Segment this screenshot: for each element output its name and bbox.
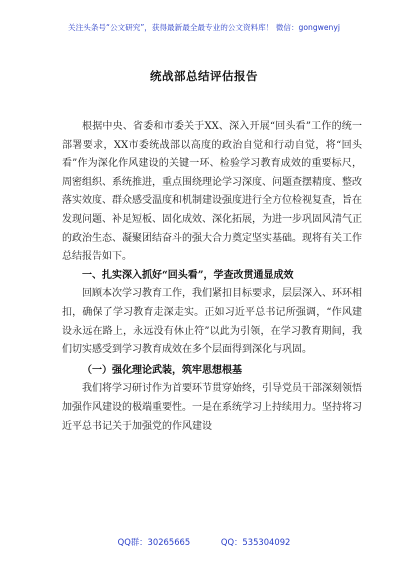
footer-contact — [0, 536, 408, 548]
section-heading: 一、扎实深入抓好“回头看”，学查改贯通显成效 — [82, 269, 294, 281]
subsection-heading: （一）强化理论武装，筑牢思想根基 — [82, 364, 242, 376]
document-body — [62, 118, 362, 436]
header-banner: 关注头条号“公文研究”，获得最新最全最专业的公文资料库！ 微信：gongwenyj — [68, 23, 340, 32]
intro-paragraph: 根据中央、省委和市委关于XX、深入开展“回头看”工作的统一部署要求，XX市委统战部以高度的政治自觉和行动自觉，将“回头看”作为深化作风建设的关键一环、检验学习教育成效的重要标尺，周密组织、系统推进，重点围绕理论学习深度、问题查摆精度、整改落实效度、群众感受温度和机制建设强度进行全方位检视复查，旨在发现问题、补足短板、固化成效、深化拓展，为进一步巩固风清气正的政治生态、凝聚团结奋斗的强大合力奠定坚实基础。现将有关工作总结报告如下。 — [62, 121, 362, 263]
footer-qq-group: QQ群：30265665 — [117, 537, 191, 547]
footer-qq: QQ：535304092 — [220, 537, 291, 547]
section-paragraph: 回顾本次学习教育工作，我们紧扣目标要求，层层深入、环环相扣，确保了学习教育走深走实。正如习近平总书记所强调，“作风建设永远在路上，永远没有休止符”以此为引领，在学习教育期间，我们切实感受到学习教育成效在多个层面得到深化与巩固。 — [62, 288, 362, 356]
document-title: 统战部总结评估报告 — [150, 69, 258, 83]
subsection-paragraph: 我们将学习研讨作为首要环节贯穿始终，引导党员干部深刻领悟加强作风建设的极端重要性。一是在系统学习上持续用力。坚持将习近平总书记关于加强党的作风建设 — [62, 383, 362, 432]
